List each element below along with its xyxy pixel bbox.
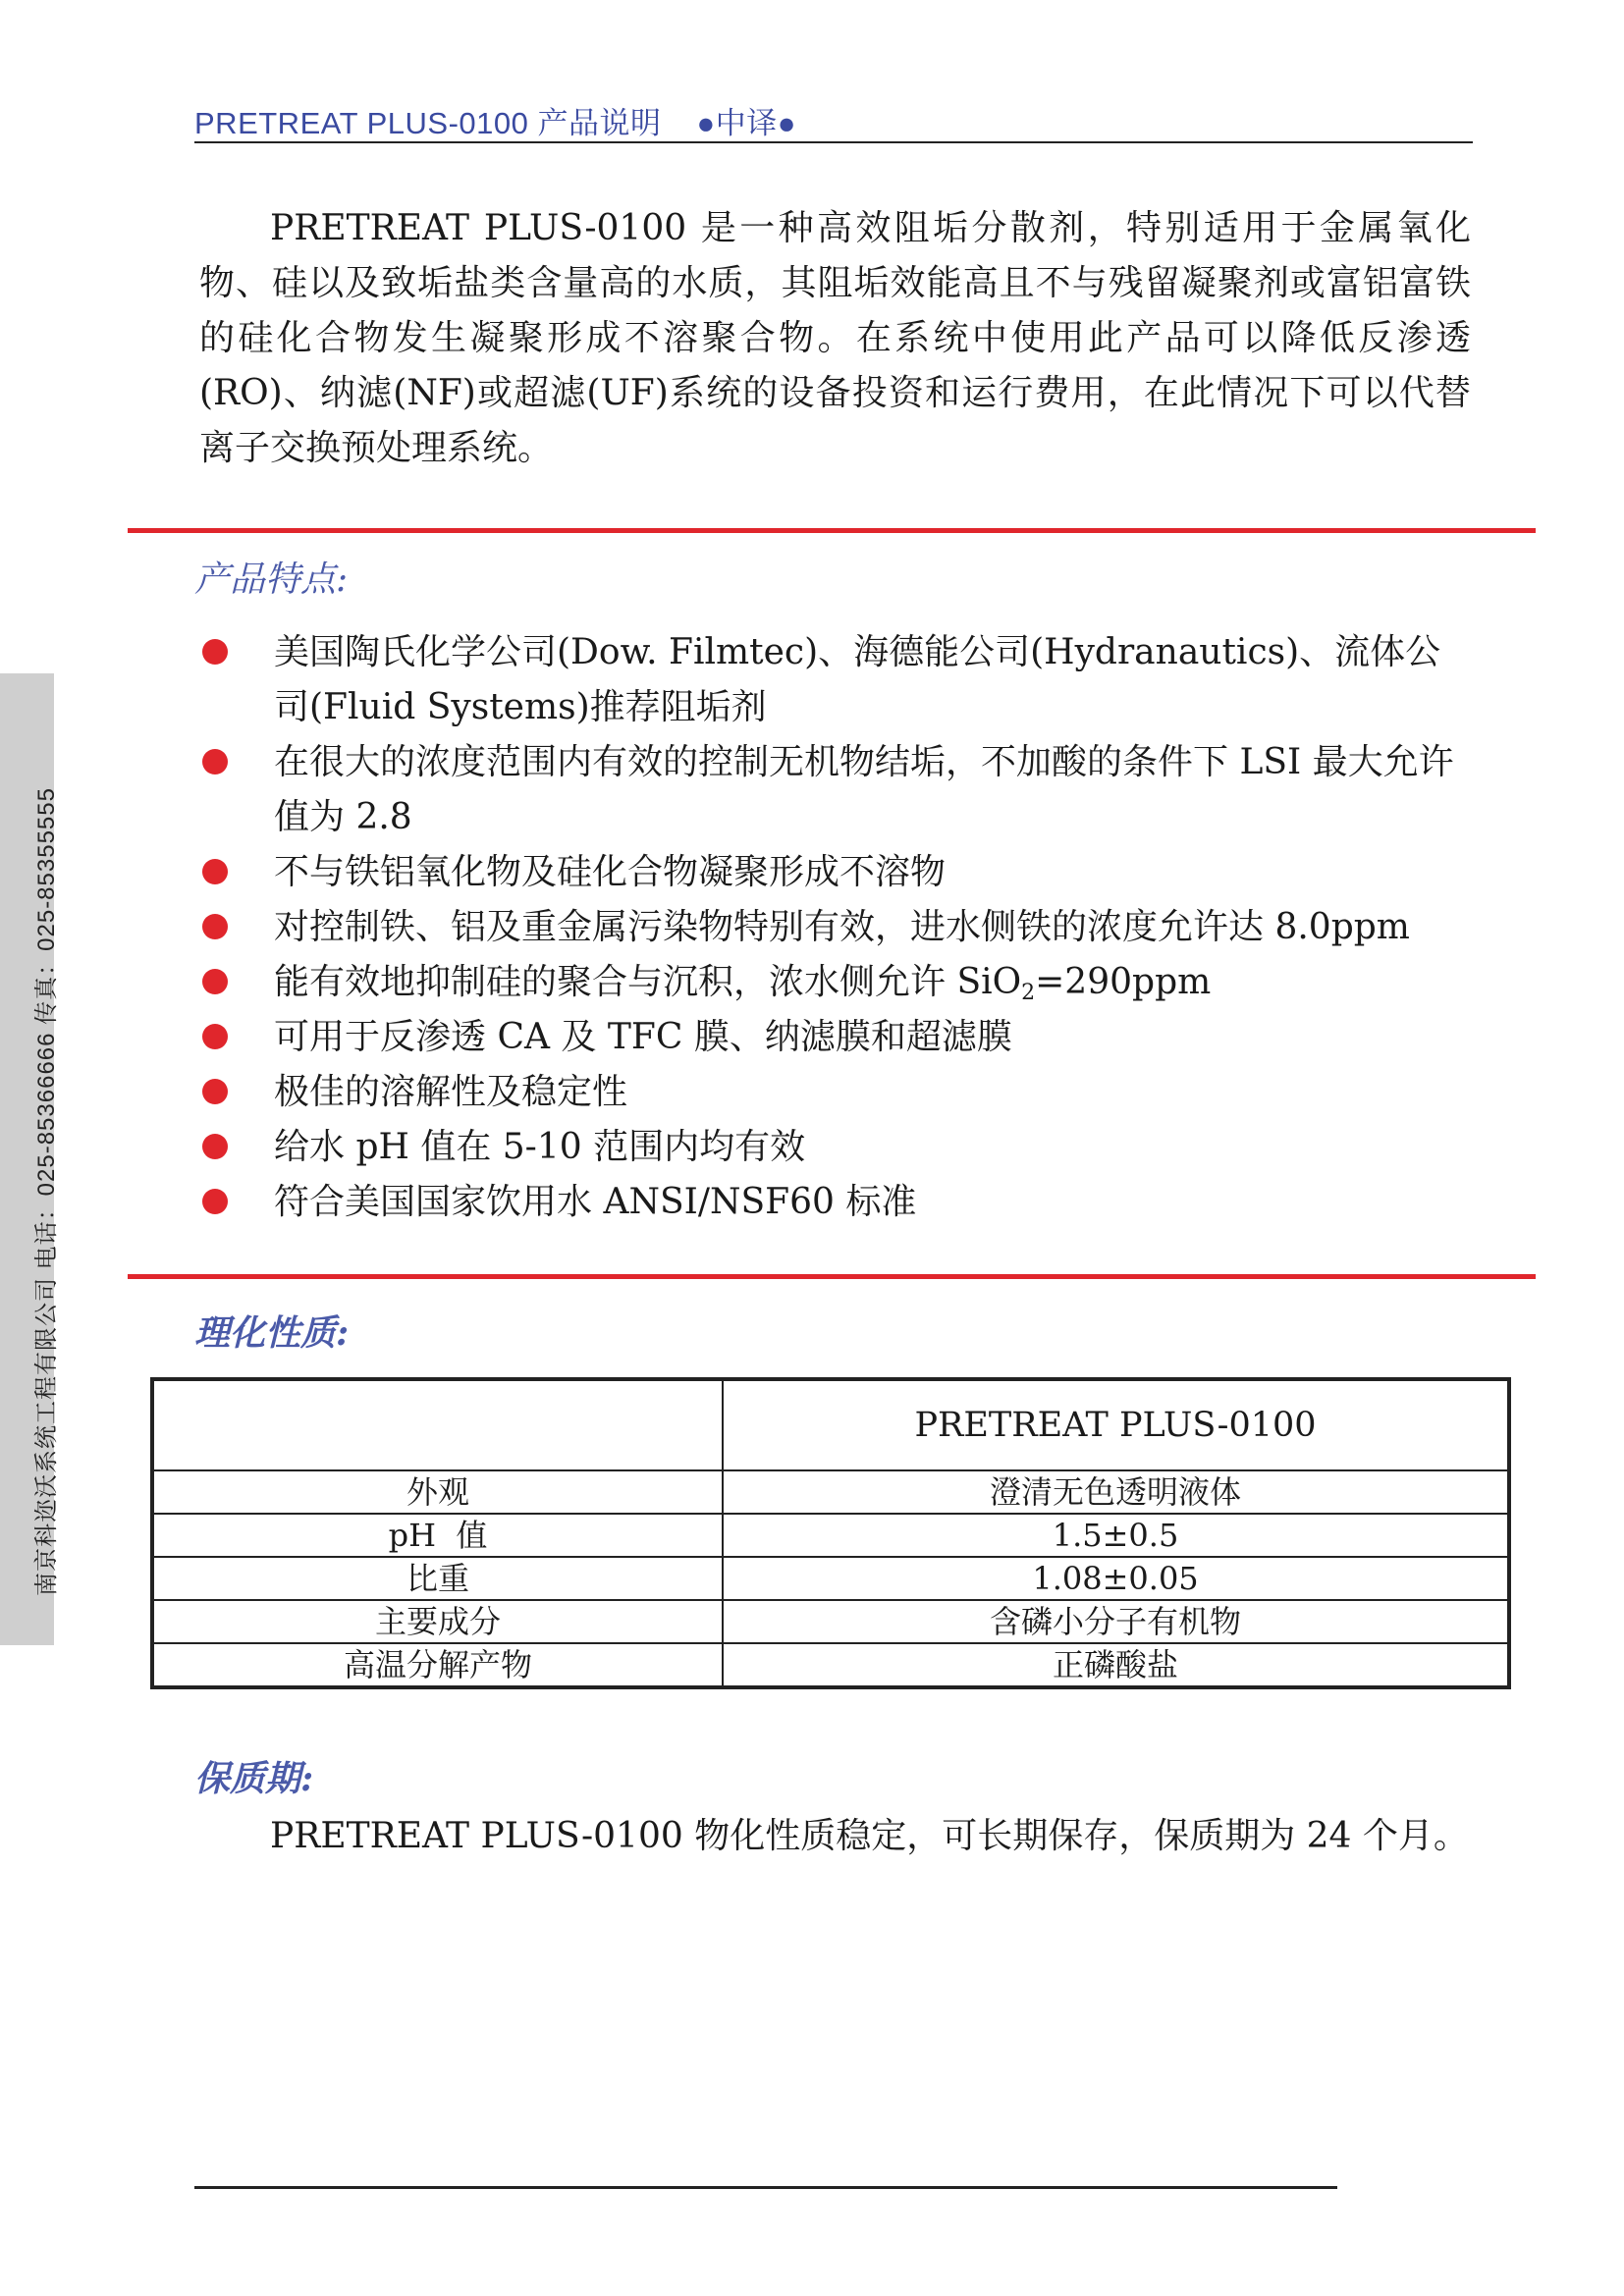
- properties-title: 理化性质:: [194, 1312, 350, 1354]
- list-item: 给水 pH 值在 5-10 范围内均有效: [199, 1120, 1476, 1175]
- features-list: [199, 625, 1476, 1230]
- table-row: 比重 1.08±0.05: [152, 1557, 1509, 1600]
- shelf-life-title: 保质期:: [194, 1758, 314, 1799]
- bullet-icon: [202, 1024, 228, 1049]
- list-item: 能有效地抑制硅的聚合与沉积，浓水侧允许 SiO$_2$=290ppm: [199, 955, 1476, 1010]
- bullet-icon: [202, 1189, 228, 1214]
- list-item: 符合美国国家饮用水 ANSI/NSF60 标准: [199, 1175, 1476, 1230]
- bullet-icon: [202, 1134, 228, 1159]
- list-item: 美国陶氏化学公司(Dow. Filmtec)、海德能公司(Hydranautics)、流体公司(Fluid Systems)推荐阻垢剂: [199, 625, 1476, 735]
- table-product-header: PRETREAT PLUS-0100: [723, 1379, 1509, 1470]
- bullet-icon: [202, 1079, 228, 1104]
- list-item: 在很大的浓度范围内有效的控制无机物结垢，不加酸的条件下 LSI 最大允许值为 2.8: [199, 735, 1476, 845]
- section-divider-properties: [128, 1274, 1536, 1279]
- list-item: 不与铁铝氧化物及硅化合物凝聚形成不溶物: [199, 845, 1476, 900]
- bullet-icon: [202, 969, 228, 994]
- list-item: 可用于反渗透 CA 及 TFC 膜、纳滤膜和超滤膜: [199, 1010, 1476, 1065]
- table-header-row: [152, 1379, 1509, 1470]
- bullet-icon: [202, 749, 228, 774]
- header-tag: ●中译●: [696, 106, 796, 140]
- properties-table: [150, 1377, 1511, 1689]
- header-divider: [194, 141, 1473, 143]
- list-item: 极佳的溶解性及稳定性: [199, 1065, 1476, 1120]
- table-row: 高温分解产物 正磷酸盐: [152, 1643, 1509, 1687]
- features-title: 产品特点:: [194, 560, 349, 600]
- table-row: pH 值 1.5±0.5: [152, 1514, 1509, 1557]
- list-item: 对控制铁、铝及重金属污染物特别有效，进水侧铁的浓度允许达 8.0ppm: [199, 900, 1476, 955]
- header-title: PRETREAT PLUS-0100 产品说明: [194, 106, 662, 140]
- section-divider-features: [128, 528, 1536, 533]
- intro-paragraph: PRETREAT PLUS-0100 是一种高效阻垢分散剂，特别适用于金属氧化物、硅以及致垢盐类含量高的水质，其阻垢效能高且不与残留凝聚剂或富铝富铁的硅化合物发生凝聚形成不溶聚合物。在系统中使用此产品可以降低反渗透(RO)、纳滤(NF)或超滤(UF)系统的设备投资和运行费用，在此情况下可以代替离子交换预处理系统。: [199, 208, 1471, 468]
- shelf-life-text: PRETREAT PLUS-0100 物化性质稳定，可长期保存，保质期为 24 个月。: [270, 1816, 1469, 1856]
- bullet-icon: [202, 914, 228, 939]
- page-header: [194, 98, 796, 142]
- table-row: 主要成分 含磷小分子有机物: [152, 1600, 1509, 1643]
- bullet-icon: [202, 859, 228, 884]
- table-row: 外观 澄清无色透明液体: [152, 1470, 1509, 1514]
- footer-divider: [194, 2186, 1337, 2189]
- company-contact-text: 南京科迩沃系统工程有限公司 电话：025-85366666 传真：025-85355555: [33, 787, 60, 1596]
- bullet-icon: [202, 639, 228, 665]
- table-corner-cell: [152, 1379, 723, 1470]
